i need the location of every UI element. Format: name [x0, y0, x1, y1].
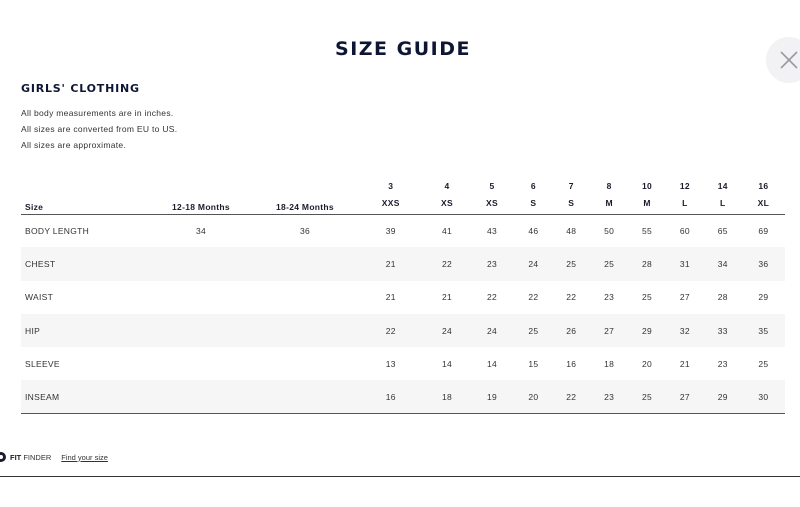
size-header-number: 12	[679, 181, 690, 191]
measurement-value: 25	[514, 314, 552, 347]
measurement-value: 29	[628, 314, 666, 347]
measurement-value: 21	[441, 292, 452, 303]
measurement-notes	[21, 105, 177, 153]
measurement-value: 25	[758, 358, 769, 369]
measurement-value: 19	[469, 380, 514, 413]
table-row	[21, 380, 785, 413]
measurement-value: 24	[514, 247, 552, 280]
table-row	[21, 347, 785, 380]
measurement-value: 16	[566, 358, 577, 369]
size-header-month: 18-24 Months	[253, 170, 357, 214]
measurement-value: 35	[742, 314, 785, 347]
measurement-value: 14	[486, 358, 497, 369]
measurement-value	[253, 380, 357, 413]
measurement-value	[253, 347, 357, 380]
size-header-row	[21, 170, 785, 193]
measurement-value: 34	[704, 247, 742, 280]
measurement-value: 33	[704, 314, 742, 347]
size-header-number: 3	[388, 181, 394, 191]
measurement-value: 18	[604, 358, 615, 369]
measurement-value: 46	[528, 225, 539, 236]
measurement-value: 36	[299, 225, 311, 236]
fit-finder-brand-bold: FIT	[10, 452, 22, 462]
measurement-value: 41	[441, 225, 452, 236]
measurement-label: BODY LENGTH	[25, 225, 90, 236]
close-icon	[779, 50, 799, 70]
close-button[interactable]	[766, 37, 800, 83]
measurement-value: 48	[566, 225, 577, 236]
note-line: All sizes are converted from EU to US.	[21, 124, 178, 134]
measurement-value: 15	[528, 358, 539, 369]
measurement-value: 21	[357, 247, 424, 280]
measurement-value: 25	[552, 247, 590, 280]
table-row	[21, 247, 785, 280]
measurement-value: 23	[469, 247, 514, 280]
table-row	[21, 214, 785, 247]
measurement-value: 20	[642, 358, 653, 369]
size-header-number: 5	[489, 181, 495, 191]
size-header-number: 10	[642, 181, 653, 191]
measurement-value: 65	[717, 225, 728, 236]
size-header-letter: L	[666, 193, 704, 214]
measurement-value: 24	[424, 314, 469, 347]
size-header-letter: S	[552, 193, 590, 214]
fit-finder	[0, 452, 108, 462]
measurement-value: 22	[528, 292, 539, 303]
measurement-value: 50	[604, 225, 615, 236]
measurement-value: 30	[742, 380, 785, 413]
size-header-number: 7	[568, 181, 574, 191]
measurement-value: 43	[486, 225, 497, 236]
section-title: GIRLS' CLOTHING	[21, 82, 140, 95]
measurement-value: 34	[195, 225, 207, 236]
note-line: All body measurements are in inches.	[21, 108, 174, 118]
measurement-value: 27	[679, 292, 690, 303]
measurement-value: 22	[357, 314, 424, 347]
measurement-value: 20	[514, 380, 552, 413]
measurement-value	[149, 247, 253, 280]
measurement-value: 29	[758, 292, 769, 303]
modal-title: SIZE GUIDE	[335, 38, 471, 60]
measurement-value: 25	[642, 292, 653, 303]
size-header-month: 12-18 Months	[149, 170, 253, 214]
measurement-value: 25	[590, 247, 628, 280]
measurement-value	[149, 380, 253, 413]
measurement-value: 25	[628, 380, 666, 413]
measurement-value: 16	[357, 380, 424, 413]
measurement-value: 23	[604, 292, 615, 303]
measurement-value: 60	[679, 225, 690, 236]
measurement-value	[253, 314, 357, 347]
measurement-value: 69	[758, 225, 769, 236]
measurement-value	[253, 247, 357, 280]
size-header-number: 8	[606, 181, 612, 191]
measurement-value: 21	[385, 292, 396, 303]
measurement-value: 27	[666, 380, 704, 413]
size-header-number: 4	[444, 181, 450, 191]
size-header-letter: XS	[424, 193, 469, 214]
measurement-value	[149, 347, 253, 380]
measurement-value: 55	[642, 225, 653, 236]
measurement-value: 22	[424, 247, 469, 280]
size-header-number: 14	[717, 181, 728, 191]
measurement-value: 22	[486, 292, 497, 303]
measurement-label: CHEST	[21, 247, 149, 280]
size-header-letter: XXS	[357, 193, 424, 214]
measurement-value: 24	[469, 314, 514, 347]
measurement-value: 18	[424, 380, 469, 413]
size-header-letter: M	[590, 193, 628, 214]
table-row	[21, 281, 785, 314]
note-line: All sizes are approximate.	[21, 140, 127, 150]
size-header-letter: XL	[742, 193, 785, 214]
measurement-value: 26	[552, 314, 590, 347]
measurement-value	[149, 281, 253, 314]
divider	[0, 476, 800, 477]
size-table	[21, 170, 785, 414]
fit-finder-brand	[10, 453, 51, 462]
measurement-value: 22	[552, 380, 590, 413]
size-header-letter: XS	[469, 193, 514, 214]
measurement-label: INSEAM	[21, 380, 149, 413]
measurement-value: 28	[717, 292, 728, 303]
measurement-value: 39	[385, 225, 396, 236]
size-header-label: Size	[21, 170, 149, 214]
measurement-value: 29	[704, 380, 742, 413]
measurement-value	[253, 281, 357, 314]
size-header-number: 16	[758, 181, 769, 191]
measurement-label: WAIST	[25, 292, 54, 303]
measurement-value: 13	[385, 358, 396, 369]
size-header-letter: S	[514, 193, 552, 214]
table-row	[21, 314, 785, 347]
measurement-label: HIP	[21, 314, 149, 347]
measurement-value	[149, 314, 253, 347]
size-table-body	[21, 214, 785, 414]
measurement-value: 23	[590, 380, 628, 413]
find-your-size-link[interactable]: Find your size	[61, 452, 108, 462]
measurement-value: 32	[666, 314, 704, 347]
size-header-letter: L	[704, 193, 742, 214]
measurement-value: 28	[628, 247, 666, 280]
measurement-value: 31	[666, 247, 704, 280]
fit-finder-logo-icon	[0, 452, 6, 462]
measurement-value: 22	[566, 292, 577, 303]
measurement-label: SLEEVE	[25, 358, 60, 369]
size-header-number: 6	[530, 181, 536, 191]
size-header-letter: M	[628, 193, 666, 214]
measurement-value: 36	[742, 247, 785, 280]
fit-finder-brand-rest: FINDER	[21, 452, 52, 462]
measurement-value: 14	[441, 358, 452, 369]
measurement-value: 27	[590, 314, 628, 347]
measurement-value: 21	[679, 358, 690, 369]
measurement-value: 23	[717, 358, 728, 369]
